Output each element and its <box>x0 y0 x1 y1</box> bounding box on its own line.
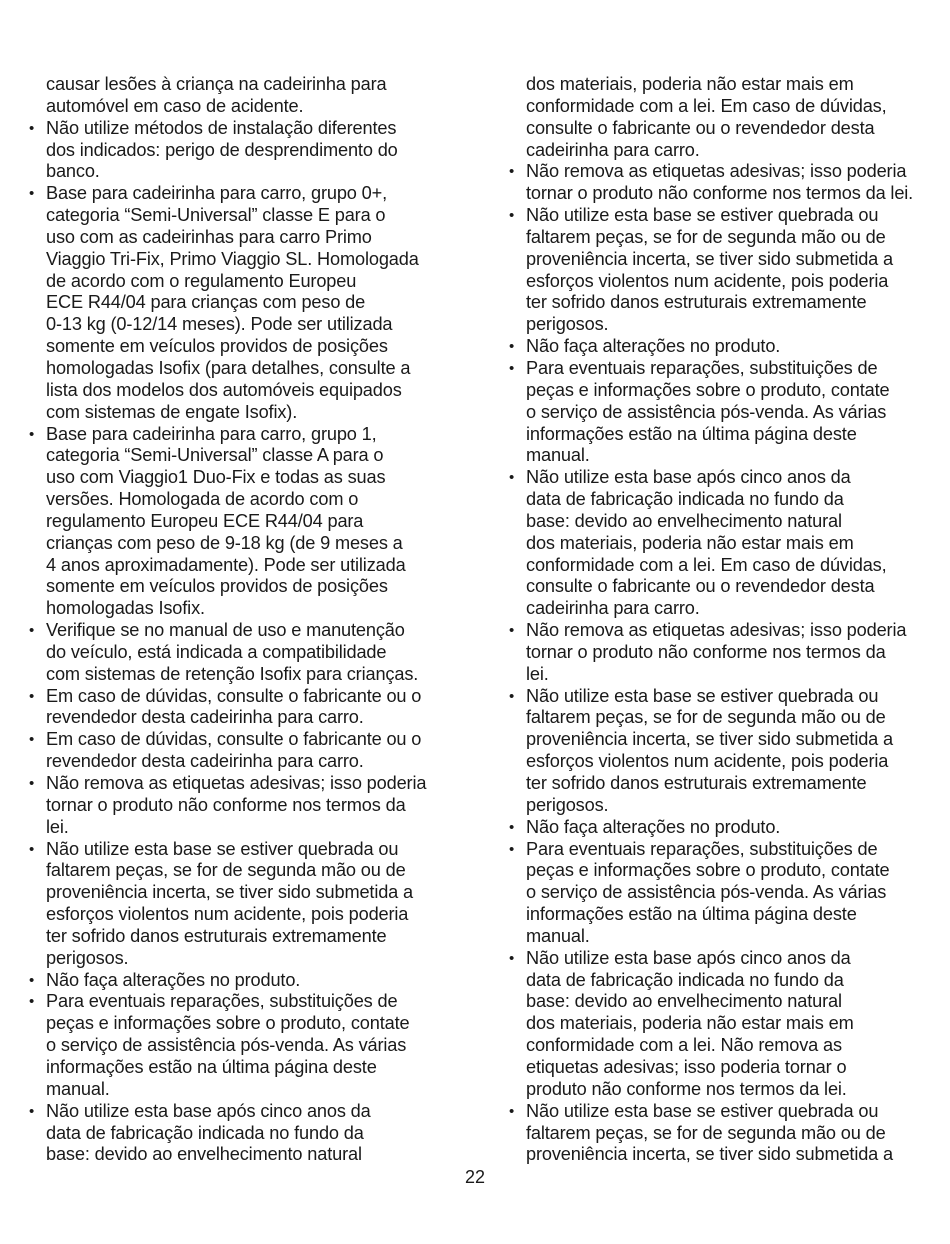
text-line: ECE R44/04 para crianças com peso de <box>46 292 366 313</box>
text-line: • Base para cadeirinha para carro, grupo 0+, <box>46 183 387 204</box>
text-line: faltarem peças, se for de segunda mão ou de <box>526 707 886 728</box>
text-line: • Não faça alterações no produto. <box>46 969 301 990</box>
bullet-item <box>28 729 468 773</box>
text-line: base: devido ao envelhecimento natural <box>46 1144 362 1165</box>
text-line: proveniência incerta, se tiver sido submetida a <box>526 248 894 269</box>
text-line: etiquetas adesivas; isso poderia tornar o <box>526 1056 847 1077</box>
text-line: conformidade com a lei. Não remova as <box>526 1035 842 1056</box>
text-line: • Não remova as etiquetas adesivas; isso poderia <box>46 773 427 793</box>
text-line: • Para eventuais reparações, substituições de <box>526 838 878 859</box>
text-line: revendedor desta cadeirinha para carro. <box>46 751 364 772</box>
text-line: esforços violentos num acidente, pois poderia <box>526 751 889 772</box>
text-line: conformidade com a lei. Em caso de dúvidas, <box>526 554 887 575</box>
text-line: perigosos. <box>46 947 129 968</box>
text-line: banco. <box>46 161 100 182</box>
text-line: informações estão na última página deste <box>526 904 857 925</box>
text-line: data de fabricação indicada no fundo da <box>526 969 844 990</box>
right-text-column <box>508 74 940 1166</box>
bullet-item <box>508 948 940 1101</box>
text-line: o serviço de assistência pós-venda. As várias <box>526 882 887 903</box>
bullet-item <box>28 991 468 1100</box>
text-line: • Não utilize esta base após cinco anos da <box>46 1100 371 1121</box>
text-line: revendedor desta cadeirinha para carro. <box>46 707 364 728</box>
text-line: proveniência incerta, se tiver sido submetida a <box>46 882 414 903</box>
text-line: • Para eventuais reparações, substituições de <box>526 357 878 378</box>
text-line: faltarem peças, se for de segunda mão ou de <box>526 1122 886 1143</box>
bullet-item <box>508 839 940 948</box>
text-line: cadeirinha para carro. <box>526 598 700 619</box>
text-line: • Em caso de dúvidas, consulte o fabricante ou o <box>46 729 422 750</box>
text-line: esforços violentos num acidente, pois poderia <box>46 904 409 925</box>
bullet-item <box>508 1101 940 1167</box>
text-line: crianças com peso de 9-18 kg (de 9 meses a <box>46 532 403 553</box>
continued-paragraph <box>28 74 468 118</box>
text-line: lei. <box>526 663 549 684</box>
text-line: manual. <box>46 1078 110 1099</box>
text-line: proveniência incerta, se tiver sido submetida a <box>526 1144 894 1165</box>
text-line: informações estão na última página deste <box>526 423 857 444</box>
text-line: • Para eventuais reparações, substituições de <box>46 991 398 1012</box>
text-line: peças e informações sobre o produto, contate <box>46 1013 410 1034</box>
text-line: somente em veículos providos de posições <box>46 576 388 597</box>
bullet-item <box>28 686 468 730</box>
bullet-item <box>508 817 940 839</box>
text-line: com sistemas de retenção Isofix para crianças. <box>46 663 419 684</box>
text-line: uso com as cadeirinhas para carro Primo <box>46 226 372 247</box>
bullet-item <box>508 686 940 817</box>
text-line: data de fabricação indicada no fundo da <box>46 1122 364 1143</box>
bullet-item <box>28 773 468 839</box>
text-line: • Não utilize métodos de instalação diferentes <box>46 117 397 138</box>
text-line: ter sofrido danos estruturais extremamente <box>46 925 387 946</box>
text-line: • Não utilize esta base se estiver quebrada ou <box>526 1100 879 1121</box>
text-line: dos materiais, poderia não estar mais em <box>526 1013 854 1034</box>
text-line: tornar o produto não conforme nos termos da lei. <box>526 183 914 204</box>
text-line: • Não utilize esta base se estiver quebrada ou <box>46 838 399 859</box>
text-line: ter sofrido danos estruturais extremamente <box>526 773 867 793</box>
text-line: • Não faça alterações no produto. <box>526 816 781 837</box>
text-line: tornar o produto não conforme nos termos da <box>46 794 406 815</box>
text-line: categoria “Semi-Universal” classe E para o <box>46 205 386 226</box>
text-line: somente em veículos providos de posições <box>46 336 388 357</box>
continued-paragraph <box>508 74 940 161</box>
text-line: faltarem peças, se for de segunda mão ou de <box>46 860 406 881</box>
page-number: 22 <box>464 1167 486 1187</box>
text-line: • Verifique se no manual de uso e manutenção <box>46 620 405 641</box>
text-line: informações estão na última página deste <box>46 1056 377 1077</box>
text-line: cadeirinha para carro. <box>526 139 700 160</box>
bullet-item <box>28 839 468 970</box>
bullet-item <box>508 467 940 620</box>
text-line: dos indicados: perigo de desprendimento do <box>46 139 398 160</box>
text-line: data de fabricação indicada no fundo da <box>526 489 844 510</box>
text-line: conformidade com a lei. Em caso de dúvidas, <box>526 95 887 116</box>
text-line: o serviço de assistência pós-venda. As várias <box>526 401 887 422</box>
bullet-item <box>508 358 940 467</box>
bullet-item <box>28 620 468 686</box>
text-line: dos materiais, poderia não estar mais em <box>526 74 854 94</box>
text-line: • Em caso de dúvidas, consulte o fabricante ou o <box>46 685 422 706</box>
text-line: produto não conforme nos termos da lei. <box>526 1078 847 1099</box>
text-line: automóvel em caso de acidente. <box>46 95 304 116</box>
text-line: • Não faça alterações no produto. <box>526 336 781 357</box>
text-line: regulamento Europeu ECE R44/04 para <box>46 510 364 531</box>
bullet-item <box>28 1101 468 1167</box>
text-line: 0-13 kg (0-12/14 meses). Pode ser utilizada <box>46 314 393 335</box>
bullet-item <box>28 118 468 184</box>
text-line: • Não utilize esta base se estiver quebrada ou <box>526 205 879 226</box>
text-line: dos materiais, poderia não estar mais em <box>526 532 854 553</box>
bullet-item <box>28 970 468 992</box>
text-line: peças e informações sobre o produto, contate <box>526 379 890 400</box>
text-line: manual. <box>526 925 590 946</box>
text-line: de acordo com o regulamento Europeu <box>46 270 357 291</box>
text-line: faltarem peças, se for de segunda mão ou de <box>526 226 886 247</box>
bullet-item <box>508 620 940 686</box>
text-line: versões. Homologada de acordo com o <box>46 489 359 510</box>
text-line: categoria “Semi-Universal” classe A para o <box>46 445 384 466</box>
text-line: esforços violentos num acidente, pois poderia <box>526 270 889 291</box>
text-line: proveniência incerta, se tiver sido submetida a <box>526 729 894 750</box>
bullet-item <box>508 205 940 336</box>
text-line: perigosos. <box>526 794 609 815</box>
text-line: tornar o produto não conforme nos termos da <box>526 641 886 662</box>
text-line: base: devido ao envelhecimento natural <box>526 510 842 531</box>
bullet-item <box>508 161 940 205</box>
text-line: consulte o fabricante ou o revendedor desta <box>526 576 875 597</box>
text-line: com sistemas de engate Isofix). <box>46 401 298 422</box>
text-line: • Base para cadeirinha para carro, grupo 1, <box>46 423 377 444</box>
text-line: lei. <box>46 816 69 837</box>
text-line: do veículo, está indicada a compatibilidade <box>46 641 387 662</box>
text-line: uso com Viaggio1 Duo-Fix e todas as suas <box>46 467 386 488</box>
text-line: Viaggio Tri-Fix, Primo Viaggio SL. Homologada <box>46 248 419 269</box>
text-line: • Não remova as etiquetas adesivas; isso poderia <box>526 161 907 182</box>
text-line: homologadas Isofix (para detalhes, consulte a <box>46 357 411 378</box>
text-line: lista dos modelos dos automóveis equipados <box>46 379 402 400</box>
text-line: • Não utilize esta base se estiver quebrada ou <box>526 685 879 706</box>
bullet-item <box>28 424 468 621</box>
text-line: o serviço de assistência pós-venda. As várias <box>46 1035 407 1056</box>
text-line: perigosos. <box>526 314 609 335</box>
text-line: consulte o fabricante ou o revendedor desta <box>526 117 875 138</box>
text-line: base: devido ao envelhecimento natural <box>526 991 842 1012</box>
text-line: ter sofrido danos estruturais extremamente <box>526 292 867 313</box>
text-line: causar lesões à criança na cadeirinha para <box>46 74 387 94</box>
text-line: 4 anos aproximadamente). Pode ser utilizada <box>46 554 406 575</box>
text-line: • Não utilize esta base após cinco anos da <box>526 467 851 488</box>
text-line: manual. <box>526 445 590 466</box>
text-line: • Não utilize esta base após cinco anos da <box>526 947 851 968</box>
text-line: homologadas Isofix. <box>46 598 205 619</box>
text-line: peças e informações sobre o produto, contate <box>526 860 890 881</box>
bullet-item <box>28 183 468 423</box>
left-text-column <box>28 74 468 1166</box>
bullet-item <box>508 336 940 358</box>
text-line: • Não remova as etiquetas adesivas; isso poderia <box>526 620 907 641</box>
